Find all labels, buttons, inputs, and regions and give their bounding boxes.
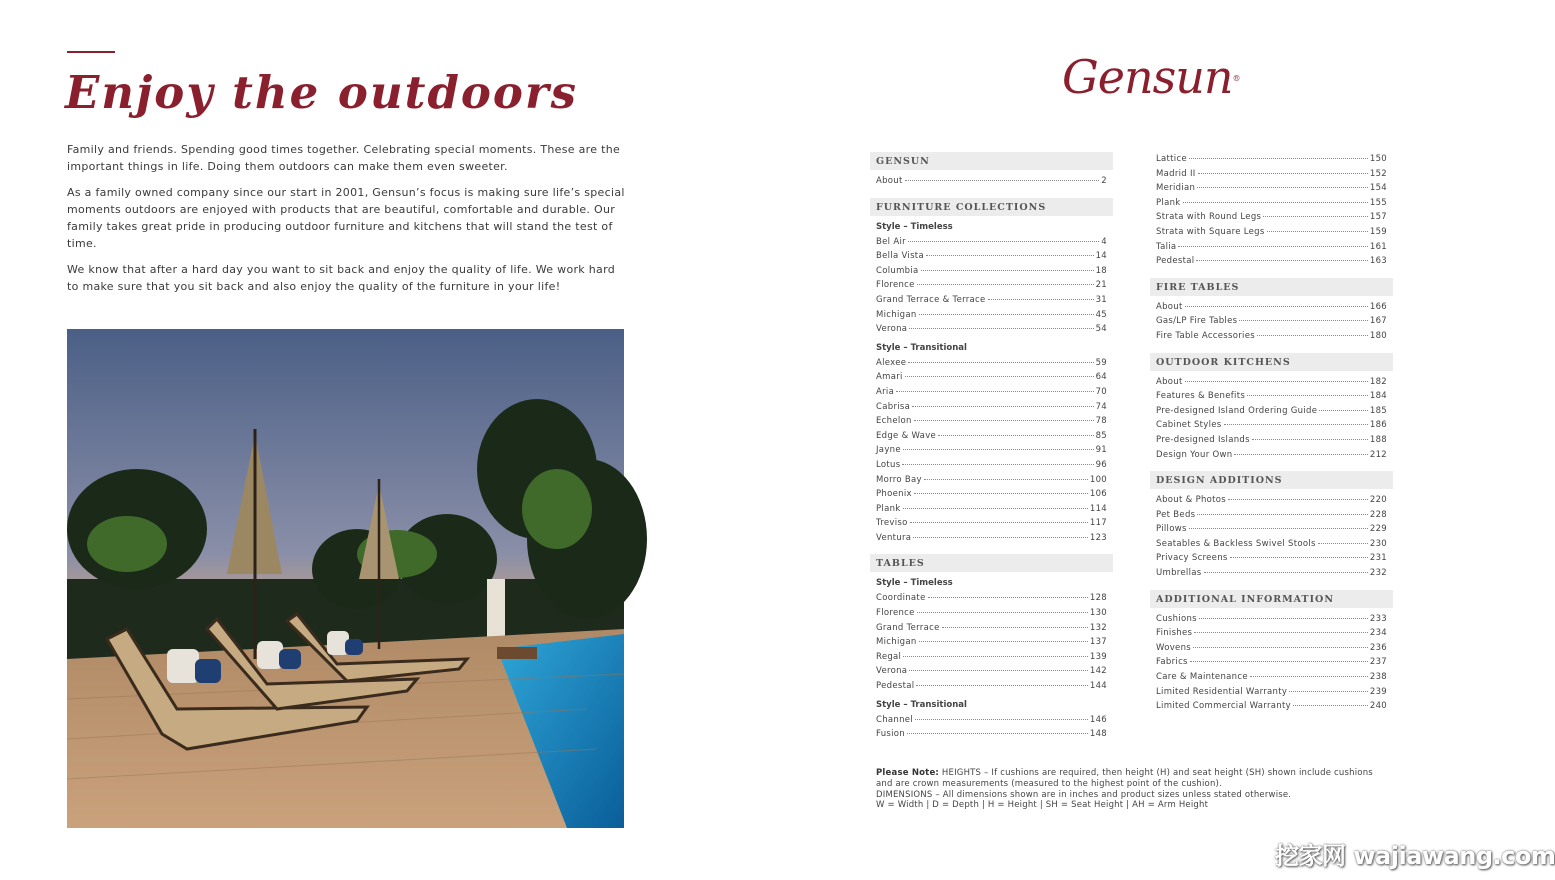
toc-entry-label: Edge & Wave [876,430,937,441]
leader-dots [1289,691,1368,692]
toc-entry [1150,493,1393,508]
toc-entry-page: 146 [1089,714,1107,725]
toc-entry-page: 161 [1369,241,1387,252]
toc-entry [1150,196,1393,211]
intro-paragraph: We know that after a hard day you want to sit back and enjoy the quality of life. We work hard to make sure that you sit back and also enjoy the quality of the furniture in your life! [67,263,615,293]
toc-entry-page: 157 [1369,212,1387,223]
toc-entry-page: 230 [1369,538,1387,549]
toc-entry-label: Regal [876,651,902,662]
toc-entry [1150,522,1393,537]
toc-entry-label: About [1156,301,1183,312]
toc-entry-page: 21 [1095,280,1107,291]
toc-entry-label: Ventura [876,532,912,543]
toc-entry [870,293,1113,308]
toc-entry-label: Verona [876,324,908,335]
leader-dots [921,270,1094,271]
toc-entry [870,606,1113,621]
toc-entry-label: Pillows [1156,524,1187,535]
toc-entry [1150,314,1393,329]
style-subheading: Style – Timeless [876,578,953,589]
toc-entry-label: Cushions [1156,613,1197,624]
toc-entry-label: Grand Terrace [876,622,940,633]
toc-entry-label: Limited Residential Warranty [1156,686,1288,697]
leader-dots [1252,439,1368,440]
toc-entry-label: Pre-designed Islands [1156,434,1250,445]
toc-entry-page: 236 [1369,642,1387,653]
toc-entry [1150,300,1393,315]
toc-entry-page: 155 [1369,197,1387,208]
toc-entry [870,650,1113,665]
toc-entry-page: 128 [1089,593,1107,604]
leader-dots [916,685,1087,686]
leader-dots [913,537,1088,538]
toc-entry-page: 31 [1095,294,1107,305]
section-header: TABLES [870,554,1113,572]
toc-entry-page: 2 [1101,176,1107,186]
toc-entry [870,635,1113,650]
gensun-logo [1062,50,1239,104]
toc-entry-label: Coordinate [876,593,926,604]
toc-entry [870,235,1113,250]
toc-entry [1150,508,1393,523]
note-abbreviations: W = Width | D = Depth | H = Height | SH = Seat Height | AH = Arm Height [876,800,1209,811]
leader-dots [1194,632,1368,633]
leader-dots [910,522,1088,523]
toc-section-fire-tables [1150,278,1393,344]
toc-entry-page: 163 [1369,256,1387,267]
leader-dots [1178,246,1367,247]
toc-entry-page: 142 [1089,666,1107,677]
leader-dots [915,719,1088,720]
leader-dots [1196,260,1367,261]
toc-entry-label: Lattice [1156,154,1187,164]
style-subheading: Style – Transitional [876,342,967,353]
toc-entry-label: Morro Bay [876,474,922,485]
toc-entry [1150,433,1393,448]
toc-entry-page: 91 [1095,445,1107,456]
leader-dots [912,406,1093,407]
leader-dots [988,299,1094,300]
toc-entry-page: 148 [1089,729,1107,740]
toc-entry [870,458,1113,473]
toc-entry-label: Care & Maintenance [1156,672,1248,683]
leader-dots [1204,572,1368,573]
leader-dots [919,641,1088,642]
toc-entry-page: 54 [1095,324,1107,335]
toc-entry-label: Finishes [1156,628,1193,639]
logo-text: Gensun [1062,50,1233,104]
toc-entry-page: 186 [1369,420,1387,431]
toc-entry-page: 150 [1369,154,1387,164]
leader-dots [924,479,1088,480]
toc-entry-label: Echelon [876,416,912,427]
toc-entry-page: 237 [1369,657,1387,668]
section-header: FIRE TABLES [1150,278,1393,296]
toc-entry-page: 239 [1369,686,1387,697]
toc-entry-label: Channel [876,714,913,725]
leader-dots [1293,705,1368,706]
leader-dots [1234,454,1367,455]
toc-entry-label: Grand Terrace & Terrace [876,294,986,305]
toc-entry [870,664,1113,679]
toc-entry [870,443,1113,458]
toc-entry [1150,167,1393,182]
toc-entry-label: Umbrellas [1156,568,1202,579]
note-heights: HEIGHTS – If cushions are required, then height (H) and seat height (SH) shown include cushions and are crown measurements (measured to the highest point of the cushion). [876,768,1373,789]
toc-entry-label: About [876,176,903,186]
leader-dots [909,328,1093,329]
leader-dots [1185,306,1368,307]
toc-entry-page: 4 [1101,236,1107,247]
toc-entry-label: Pedestal [1156,256,1195,267]
toc-entry-label: Cabrisa [876,401,911,412]
toc-entry-page: 167 [1369,316,1387,327]
toc-entry [1150,612,1393,627]
watermark: 挖家网 wajiawang.com [1275,842,1555,870]
section-header: GENSUN [870,152,1113,170]
note-label: Please Note: [876,768,940,778]
style-subheading: Style – Transitional [876,699,967,710]
please-note [876,768,1376,811]
toc-entry [870,356,1113,371]
toc-entry [1150,225,1393,240]
intro-paragraph: As a family owned company since our start in 2001, Gensun’s focus is making sure life’s special moments outdoors are enjoyed with products that are beautiful, comfortable and durable. Our family takes great pride in producing outdoor furniture and kitchens that will stand the test of time. [67,186,625,250]
toc-entry-page: 45 [1095,309,1107,320]
toc-entry [870,249,1113,264]
intro-text [67,142,627,306]
toc-entry-label: Madrid II [1156,168,1196,179]
toc-entry [870,727,1113,742]
toc-entry-label: Seatables & Backless Swivel Stools [1156,538,1316,549]
toc-entry-page: 166 [1369,301,1387,312]
toc-entry-label: Plank [1156,197,1181,208]
toc-entry [870,487,1113,502]
toc-entry [1150,389,1393,404]
leader-dots [1197,514,1368,515]
leader-dots [1190,661,1368,662]
note-dimensions: DIMENSIONS – All dimensions shown are in inches and product sizes unless stated otherwise. [876,789,1292,800]
toc-section-design-additions [1150,471,1393,581]
leader-dots [1193,647,1368,648]
section-header: OUTDOOR KITCHENS [1150,353,1393,371]
toc-entry [1150,699,1393,714]
toc-entry-label: Fabrics [1156,657,1188,668]
leader-dots [1183,202,1368,203]
toc-entry [870,400,1113,415]
leader-dots [903,508,1088,509]
leader-dots [909,670,1088,671]
toc-entry-page: 212 [1369,449,1387,460]
toc-entry-label: Limited Commercial Warranty [1156,701,1291,712]
leader-dots [1189,158,1368,159]
toc-entry-label: Michigan [876,309,917,320]
toc-section-tables [870,554,1113,741]
leader-dots [938,435,1094,436]
leader-dots [1224,424,1368,425]
toc-entry [1150,551,1393,566]
toc-entry-page: 231 [1369,553,1387,564]
leader-dots [905,376,1094,377]
toc-entry-page: 59 [1095,357,1107,368]
toc-entry-page: 154 [1369,183,1387,194]
leader-dots [917,284,1094,285]
toc-entry-label: Columbia [876,265,919,276]
toc-entry-label: Pedestal [876,681,915,692]
toc-entry-page: 228 [1369,509,1387,520]
toc-entry [870,473,1113,488]
leader-dots [1239,320,1368,321]
toc-entry [1150,641,1393,656]
toc-entry-label: Gas/LP Fire Tables [1156,316,1238,327]
toc-entry-label: Florence [876,608,915,619]
leader-dots [1267,231,1368,232]
toc-entry-label: Wovens [1156,642,1191,653]
toc-entry [1150,418,1393,433]
toc-entry-page: 96 [1095,459,1107,470]
toc-entry-label: Michigan [876,637,917,648]
toc-section-additional-info [1150,590,1393,714]
leader-dots [942,627,1088,628]
leader-dots [907,733,1088,734]
leader-dots [1247,395,1368,396]
toc-entry-label: Strata with Round Legs [1156,212,1262,223]
leader-dots [1197,187,1368,188]
toc-entry-page: 78 [1095,416,1107,427]
leader-dots [919,314,1094,315]
toc-section-furniture [870,198,1113,546]
toc-entry-label: Privacy Screens [1156,553,1228,564]
toc-entry [870,713,1113,728]
toc-entry-label: Phoenix [876,489,912,500]
toc-column-left [870,152,1113,751]
toc-entry-page: 182 [1369,376,1387,387]
toc-entry-label: Treviso [876,518,908,529]
toc-entry [870,385,1113,400]
toc-section-outdoor-kitchens [1150,353,1393,463]
toc-entry-page: 123 [1089,532,1107,543]
toc-entry-label: Aria [876,386,895,397]
toc-entry [1150,537,1393,552]
toc-entry-page: 64 [1095,372,1107,383]
leader-dots [903,449,1094,450]
toc-entry-label: Florence [876,280,915,291]
toc-entry-label: About [1156,376,1183,387]
leader-dots [1250,676,1368,677]
toc-entry-page: 240 [1369,701,1387,712]
toc-entry [1150,448,1393,463]
intro-paragraph: Family and friends. Spending good times together. Celebrating special moments. These are the important things in life. Doing them outdoors can make them even sweeter. [67,143,621,173]
toc-entry-label: Alexee [876,357,907,368]
leader-dots [917,612,1088,613]
toc-entry-page: 14 [1095,251,1107,262]
toc-entry [870,278,1113,293]
toc-entry [1150,404,1393,419]
toc-entry-page: 185 [1369,405,1387,416]
toc-entry-page: 220 [1369,495,1387,506]
toc-entry-page: 18 [1095,265,1107,276]
toc-entry-page: 184 [1369,391,1387,402]
toc-entry-page: 234 [1369,628,1387,639]
toc-entry-label: Features & Benefits [1156,391,1246,402]
toc-entry [870,322,1113,337]
registered-mark: ® [1232,74,1240,83]
toc-entry-page: 74 [1095,401,1107,412]
toc-column-right [1150,152,1393,723]
toc-entry [870,502,1113,517]
toc-entry [870,264,1113,279]
section-header: DESIGN ADDITIONS [1150,471,1393,489]
toc-section-tables-continued [1150,152,1393,269]
toc-entry [870,621,1113,636]
toc-entry-page: 180 [1369,330,1387,341]
toc-entry-label: Bella Vista [876,251,924,262]
toc-entry-page: 233 [1369,613,1387,624]
toc-entry-page: 139 [1089,651,1107,662]
toc-entry-label: Meridian [1156,183,1196,194]
leader-dots [1185,381,1368,382]
toc-entry-page: 100 [1089,474,1107,485]
toc-entry [870,174,1113,189]
toc-entry-page: 85 [1095,430,1107,441]
leader-dots [1189,528,1368,529]
leader-dots [1257,335,1368,336]
toc-entry-page: 132 [1089,622,1107,633]
toc-entry [870,370,1113,385]
toc-entry [1150,181,1393,196]
toc-entry-label: Amari [876,372,903,383]
toc-entry [1150,254,1393,269]
leader-dots [1263,216,1368,217]
leader-dots [905,180,1100,181]
toc-entry [870,429,1113,444]
toc-entry [1150,655,1393,670]
toc-entry-page: 137 [1089,637,1107,648]
leader-dots [1318,543,1368,544]
toc-entry [870,414,1113,429]
toc-entry [1150,240,1393,255]
leader-dots [926,255,1094,256]
patio-photo [67,329,624,828]
toc-entry [1150,375,1393,390]
toc-entry-page: 232 [1369,568,1387,579]
toc-entry [870,679,1113,694]
toc-entry-label: Talia [1156,241,1177,252]
toc-entry [870,516,1113,531]
toc-entry-label: Bel Air [876,236,906,247]
toc-entry-label: About & Photos [1156,495,1227,506]
toc-entry-page: 238 [1369,672,1387,683]
toc-entry-label: Cabinet Styles [1156,420,1222,431]
toc-entry [870,308,1113,323]
toc-entry [1150,566,1393,581]
toc-entry-page: 130 [1089,608,1107,619]
toc-entry-page: 188 [1369,434,1387,445]
leader-dots [928,597,1088,598]
toc-entry-page: 114 [1089,503,1107,514]
toc-entry [1150,685,1393,700]
leader-dots [902,464,1093,465]
toc-entry [1150,626,1393,641]
toc-entry-label: Verona [876,666,908,677]
toc-entry-label: Lotus [876,459,901,470]
toc-entry-label: Fire Table Accessories [1156,330,1255,341]
headline-rule [67,51,115,53]
toc-entry-label: Jayne [876,445,901,456]
toc-section-gensun [870,152,1113,189]
toc-entry-label: Strata with Square Legs [1156,226,1265,237]
leader-dots [1230,557,1368,558]
toc-entry-page: 106 [1089,489,1107,500]
toc-entry-page: 144 [1089,681,1107,692]
toc-entry-page: 117 [1089,518,1107,529]
style-subheading: Style – Timeless [876,221,953,232]
leader-dots [903,656,1088,657]
toc-entry [1150,152,1393,167]
toc-entry-label: Design Your Own [1156,449,1233,460]
toc-entry [870,531,1113,546]
leader-dots [1198,173,1368,174]
leader-dots [1199,618,1368,619]
toc-entry-label: Pre-designed Island Ordering Guide [1156,405,1318,416]
toc-entry-label: Plank [876,503,901,514]
leader-dots [908,362,1093,363]
toc-entry-page: 70 [1095,386,1107,397]
toc-entry [1150,329,1393,344]
section-header: ADDITIONAL INFORMATION [1150,590,1393,608]
leader-dots [1228,499,1368,500]
page-headline: Enjoy the outdoors [65,66,578,119]
leader-dots [1319,410,1368,411]
leader-dots [908,241,1099,242]
toc-entry-label: Pet Beds [1156,509,1196,520]
leader-dots [896,391,1093,392]
toc-entry [1150,210,1393,225]
section-header: FURNITURE COLLECTIONS [870,198,1113,216]
toc-entry-page: 229 [1369,524,1387,535]
toc-entry-page: 152 [1369,168,1387,179]
leader-dots [914,420,1094,421]
leader-dots [914,493,1088,494]
toc-entry [870,591,1113,606]
toc-entry-page: 159 [1369,226,1387,237]
toc-entry-label: Fusion [876,729,905,740]
toc-entry [1150,670,1393,685]
